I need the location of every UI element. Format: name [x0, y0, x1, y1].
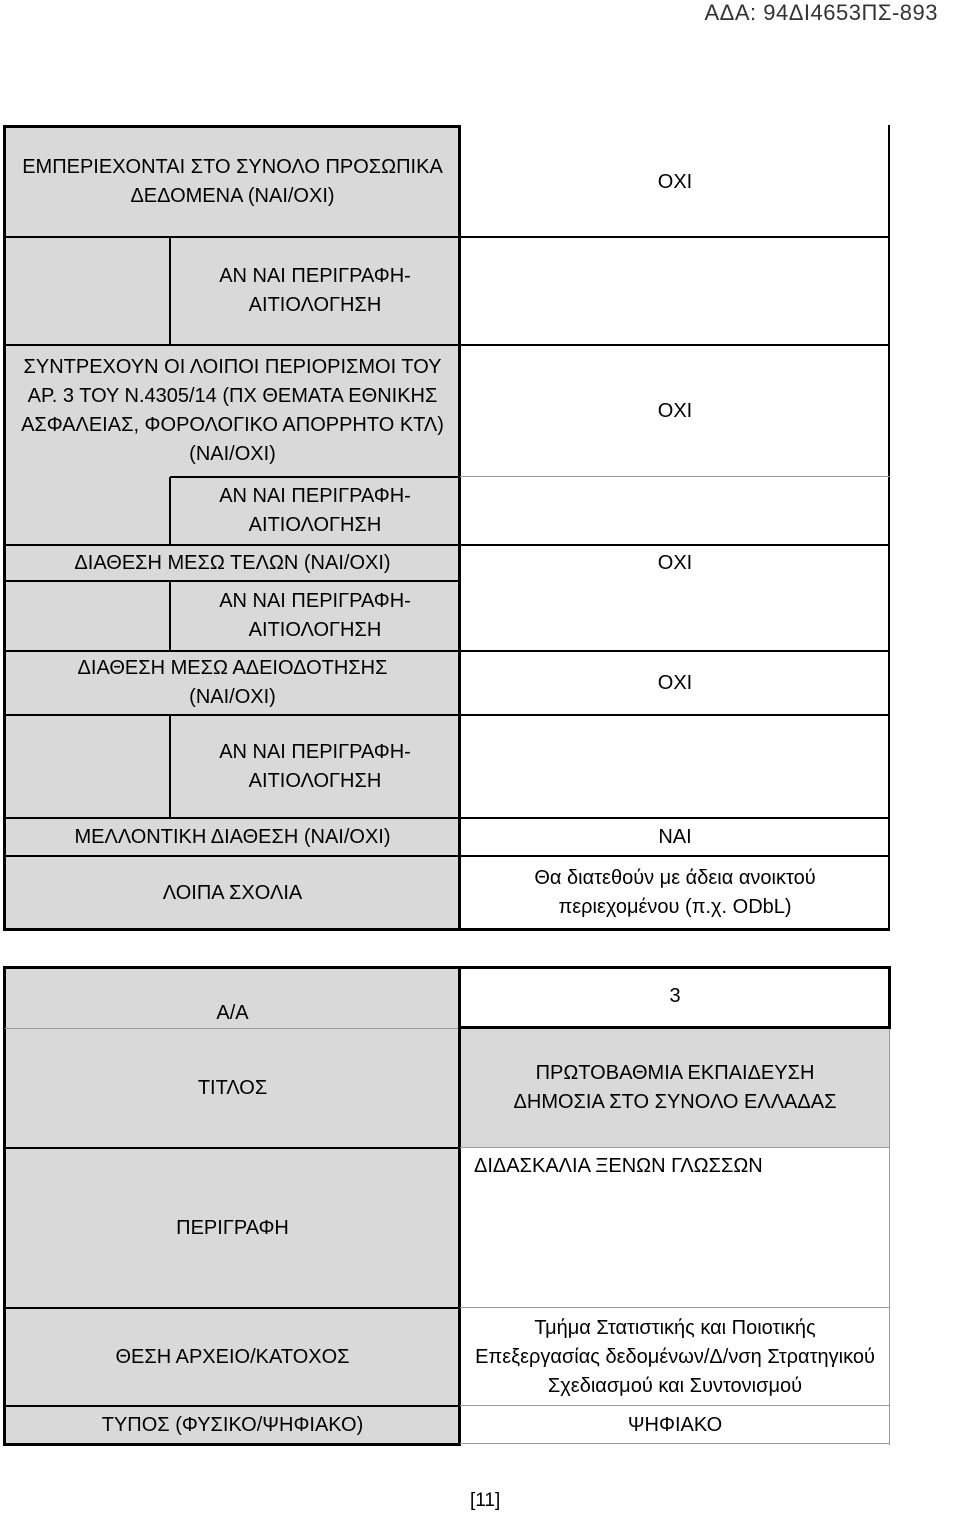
- licensing-value: ΟΧΙ: [460, 651, 890, 715]
- border: [3, 125, 6, 931]
- archive-value: Τμήμα Στατιστικής και Ποιοτικής Επεξεργασίας δεδομένων/Δ/νση Στρατηγικού Σχεδιασμού και Συντονισμού: [460, 1308, 890, 1406]
- border: [3, 1147, 461, 1149]
- border: [3, 966, 6, 1445]
- future-availability-label: ΜΕΛΛΟΝΤΙΚΗ ΔΙΑΘΕΣΗ (ΝΑΙ/ΟΧΙ): [5, 818, 460, 856]
- border: [889, 1028, 890, 1445]
- border: [3, 817, 890, 819]
- border: [169, 477, 171, 545]
- border: [3, 1405, 461, 1407]
- title-label: ΤΙΤΛΟΣ: [5, 1028, 460, 1148]
- border: [3, 714, 890, 716]
- title-value: ΠΡΩΤΟΒΑΘΜΙΑ ΕΚΠΑΙΔΕΥΣΗ ΔΗΜΟΣΙΑ ΣΤΟ ΣΥΝΟΛΟ ΕΛΛΑΔΑΣ: [460, 1028, 890, 1148]
- personal-data-value: ΟΧΙ: [460, 127, 890, 237]
- border: [169, 581, 171, 651]
- description-value: ΔΙΔΑΣΚΑΛΙΑ ΞΕΝΩΝ ΓΛΩΣΣΩΝ: [460, 1148, 890, 1308]
- border: [3, 966, 891, 969]
- border: [458, 966, 461, 1445]
- border: [3, 650, 890, 652]
- border: [169, 715, 171, 818]
- border: [3, 236, 890, 238]
- indent-spacer: [5, 237, 170, 345]
- fees-value: ΟΧΙ: [460, 545, 890, 581]
- border: [3, 544, 890, 546]
- border: [170, 476, 460, 478]
- description-label: ΠΕΡΙΓΡΑΦΗ: [5, 1148, 460, 1308]
- border: [3, 344, 890, 346]
- ada-header: ΑΔΑ: 94ΔΙ4653ΠΣ-893: [704, 0, 938, 25]
- fees-justification-label: ΑΝ ΝΑΙ ΠΕΡΙΓΡΑΦΗ-ΑΙΤΙΟΛΟΓΗΣΗ: [170, 581, 460, 651]
- archive-label: ΘΕΣΗ ΑΡΧΕΙΟ/ΚΑΤΟΧΟΣ: [5, 1308, 460, 1406]
- border: [460, 1147, 890, 1148]
- future-availability-value: ΝΑΙ: [460, 818, 890, 856]
- other-comments-label: ΛΟΙΠΑ ΣΧΟΛΙΑ: [5, 856, 460, 930]
- personal-data-justification-label: ΑΝ ΝΑΙ ΠΕΡΙΓΡΑΦΗ-ΑΙΤΙΟΛΟΓΗΣΗ: [170, 237, 460, 345]
- border: [3, 855, 890, 857]
- border: [460, 1405, 890, 1406]
- licensing-justification-label: ΑΝ ΝΑΙ ΠΕΡΙΓΡΑΦΗ-ΑΙΤΙΟΛΟΓΗΣΗ: [170, 715, 460, 818]
- border: [3, 125, 461, 128]
- restrictions-value: ΟΧΙ: [460, 345, 890, 477]
- indent-spacer: [5, 477, 170, 545]
- aa-value: 3: [460, 968, 890, 1028]
- restrictions-label: ΣΥΝΤΡΕΧΟΥΝ ΟΙ ΛΟΙΠΟΙ ΠΕΡΙΟΡΙΣΜΟΙ ΤΟΥ ΑΡ. 3 ΤΟΥ Ν.4305/14 (ΠΧ ΘΕΜΑΤΑ ΕΘΝΙΚΗΣ ΑΣΦΑΛΕΙΑΣ, ΦΟΡΟΛΟΓΙΚΟ ΑΠΟΡΡΗΤΟ ΚΤΛ) (ΝΑΙ/ΟΧΙ): [5, 345, 460, 477]
- border: [3, 1443, 461, 1446]
- border: [458, 125, 461, 931]
- border: [460, 476, 890, 477]
- personal-data-label: ΕΜΠΕΡΙΕΧΟΝΤΑΙ ΣΤΟ ΣΥΝΟΛΟ ΠΡΟΣΩΠΙΚΑ ΔΕΔΟΜΕΝΑ (ΝΑΙ/ΟΧΙ): [5, 127, 460, 237]
- border: [3, 1307, 461, 1309]
- indent-spacer: [5, 581, 170, 651]
- type-label: ΤΥΠΟΣ (ΦΥΣΙΚΟ/ΨΗΦΙΑΚΟ): [5, 1406, 460, 1444]
- border: [888, 125, 890, 931]
- border: [888, 966, 891, 1028]
- border: [458, 1026, 891, 1029]
- restrictions-justification-label: ΑΝ ΝΑΙ ΠΕΡΙΓΡΑΦΗ-ΑΙΤΙΟΛΟΓΗΣΗ: [170, 477, 460, 545]
- fees-label: ΔΙΑΘΕΣΗ ΜΕΣΩ ΤΕΛΩΝ (ΝΑΙ/ΟΧΙ): [5, 545, 460, 581]
- border: [460, 1443, 890, 1444]
- licensing-label: ΔΙΑΘΕΣΗ ΜΕΣΩ ΑΔΕΙΟΔΟΤΗΣΗΣ (ΝΑΙ/ΟΧΙ): [5, 651, 460, 715]
- aa-label: Α/Α: [5, 968, 460, 1028]
- border: [5, 1028, 458, 1029]
- border: [3, 580, 460, 582]
- other-comments-value: Θα διατεθούν με άδεια ανοικτού περιεχομένου (π.χ. ODbL): [460, 856, 890, 930]
- border: [3, 928, 890, 931]
- type-value: ΨΗΦΙΑΚΟ: [460, 1406, 890, 1444]
- border: [460, 1307, 890, 1308]
- border: [169, 237, 171, 345]
- indent-spacer: [5, 715, 170, 818]
- page-number: [11]: [470, 1490, 501, 1511]
